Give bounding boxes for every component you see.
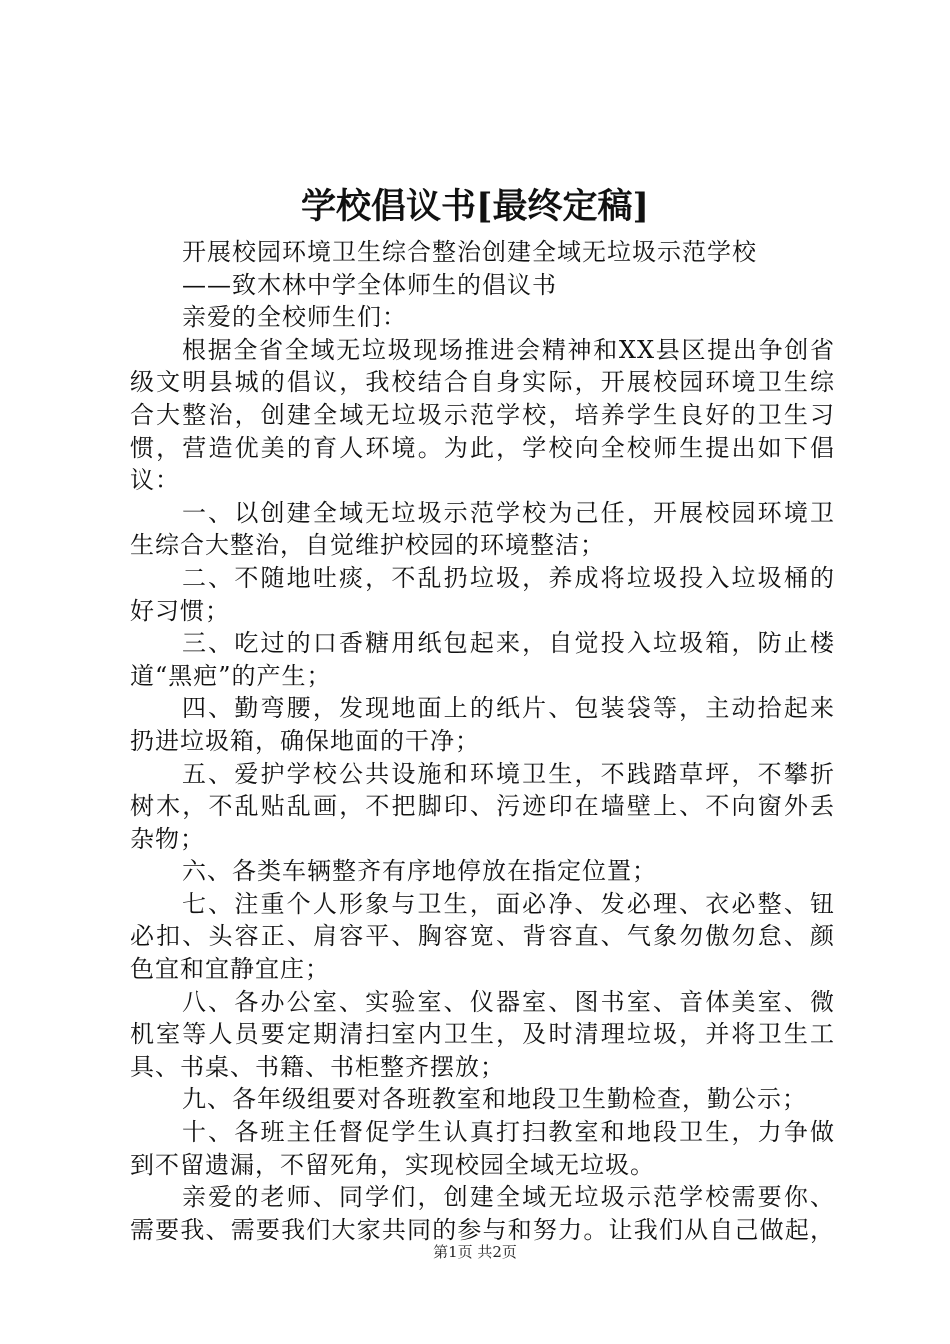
text-line: 生综合大整治，自觉维护校园的环境整洁； bbox=[130, 531, 605, 560]
text-line: 树木，不乱贴乱画，不把脚印、污迹印在墙壁上、不向窗外丢 bbox=[130, 792, 835, 821]
text-line: 六、各类车辆整齐有序地停放在指定位置； bbox=[182, 857, 657, 886]
text-line: 色宜和宜静宜庄； bbox=[130, 955, 330, 984]
text-line: 级文明县城的倡议，我校结合自身实际，开展校园环境卫生综 bbox=[130, 368, 835, 397]
text-line: 一、以创建全域无垃圾示范学校为己任，开展校园环境卫 bbox=[182, 498, 835, 527]
text-line: 议： bbox=[130, 466, 180, 495]
text-line: 惯，营造优美的育人环境。为此，学校向全校师生提出如下倡 bbox=[130, 433, 835, 462]
text-line: 二、不随地吐痰，不乱扔垃圾，养成将垃圾投入垃圾桶的 bbox=[182, 563, 835, 592]
text-line: 八、各办公室、实验室、仪器室、图书室、音体美室、微 bbox=[182, 987, 835, 1016]
text-line: 机室等人员要定期清扫室内卫生，及时清理垃圾，并将卫生工 bbox=[130, 1020, 835, 1049]
page-footer: 第1页 共2页 bbox=[433, 1243, 517, 1261]
text-line: 根据全省全域无垃圾现场推进会精神和XX县区提出争创省 bbox=[182, 335, 835, 364]
text-line: 好习惯； bbox=[130, 596, 230, 625]
text-line: 到不留遗漏，不留死角，实现校园全域无垃圾。 bbox=[130, 1150, 655, 1179]
text-line: 三、吃过的口香糖用纸包起来，自觉投入垃圾箱，防止楼 bbox=[182, 629, 835, 658]
text-line: 亲爱的全校师生们： bbox=[182, 303, 407, 332]
text-line: 合大整治，创建全域无垃圾示范学校，培养学生良好的卫生习 bbox=[130, 400, 835, 429]
text-line: 具、书桌、书籍、书柜整齐摆放； bbox=[130, 1052, 505, 1081]
text-line: 七、注重个人形象与卫生，面必净、发必理、衣必整、钮 bbox=[182, 889, 835, 918]
text-line: 必扣、头容正、肩容平、胸容宽、背容直、气象勿傲勿怠、颜 bbox=[130, 922, 835, 951]
text-line: 五、爱护学校公共设施和环境卫生，不践踏草坪，不攀折 bbox=[182, 759, 835, 788]
text-line: 扔进垃圾箱，确保地面的干净； bbox=[130, 726, 480, 755]
text-line: 道“黑疤”的产生； bbox=[130, 661, 332, 690]
text-line: 九、各年级组要对各班教室和地段卫生勤检查，勤公示； bbox=[182, 1085, 807, 1114]
text-line: ——致木林中学全体师生的倡议书 bbox=[182, 270, 557, 299]
text-line: 需要我、需要我们大家共同的参与和努力。让我们从自己做起， bbox=[130, 1215, 835, 1244]
text-line: 开展校园环境卫生综合整治创建全域无垃圾示范学校 bbox=[182, 238, 757, 266]
text-line: 四、勤弯腰，发现地面上的纸片、包装袋等，主动拾起来 bbox=[182, 694, 835, 723]
text-line: 亲爱的老师、同学们，创建全域无垃圾示范学校需要你、 bbox=[182, 1183, 835, 1212]
document-title: 学校倡议书[最终定稿] bbox=[300, 186, 650, 227]
document-body bbox=[130, 236, 835, 1246]
text-line: 杂物； bbox=[130, 824, 205, 853]
text-line: 十、各班主任督促学生认真打扫教室和地段卫生，力争做 bbox=[182, 1118, 835, 1147]
